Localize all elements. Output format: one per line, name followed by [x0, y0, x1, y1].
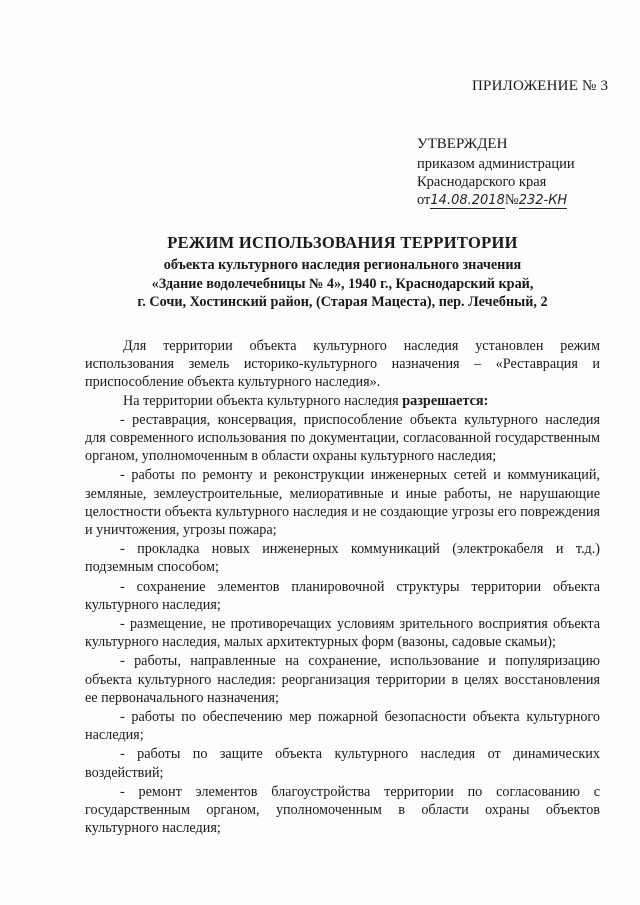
list-item: - размещение, не противоречащих условиям зрительного восприятия объекта культурного наследия, малых архитектурных форм (вазоны, садовые скамьи); — [85, 616, 600, 651]
title-line-3: «Здание водолечебницы № 4», 1940 г., Краснодарский край, — [151, 275, 534, 292]
list-item: - сохранение элементов планировочной структуры территории объекта культурного наследия; — [85, 578, 600, 613]
list-item: - работы, направленные на сохранение, использование и популяризацию объекта культурного наследия: реорганизация территории в целях восстановления ее первоначального назначения; — [85, 653, 600, 706]
permitted-bold: разрешается: — [402, 392, 489, 409]
permitted-lead-text: На территории объекта культурного наследия — [123, 392, 403, 409]
list-item: - работы по ремонту и реконструкции инженерных сетей и коммуникаций, земляные, землеустроительные, мелиоративные и иные работы, не нарушающие целостности объекта культурного наследия и не создающие угрозы его повреждения и уничтожения, угрозы пожара; — [85, 467, 600, 539]
intro-paragraph: Для территории объекта культурного наследия установлен режим использования земель историко-культурного назначения – «Реставрация и приспособление объекта культурного наследия». — [85, 338, 600, 391]
appendix-label: ПРИЛОЖЕНИЕ № 3 — [472, 78, 609, 94]
number-label: № — [504, 192, 519, 208]
from-label: от — [417, 192, 431, 208]
list-item: - работы по обеспечению мер пожарной безопасности объекта культурного наследия; — [85, 709, 600, 744]
document-title — [60, 233, 625, 312]
permitted-lead — [85, 392, 600, 410]
title-line-4: г. Сочи, Хостинский район, (Старая Мацеста), пер. Лечебный, 2 — [137, 294, 548, 310]
approval-stamp — [417, 135, 575, 209]
list-item: - реставрация, консервация, приспособление объекта культурного наследия для современного использования по документации, согласованной государственным органом, уполномоченным в области охраны культурного наследия; — [85, 411, 600, 465]
approval-line-1: приказом администрации — [417, 156, 575, 172]
approval-heading: УТВЕРЖДЕН — [417, 136, 508, 152]
list-item: - ремонт элементов благоустройства территории по согласованию с государственным органом, уполномоченным в области охраны объектов культурного наследия; — [85, 783, 600, 837]
title-main: РЕЖИМ ИСПОЛЬЗОВАНИЯ ТЕРРИТОРИИ — [167, 233, 518, 252]
title-line-2: объекта культурного наследия регионального значения — [163, 257, 522, 273]
handwritten-date: 14.08.2018 — [430, 193, 505, 208]
list-item: - работы по защите объекта культурного наследия от динамических воздействий; — [85, 746, 600, 781]
approval-date-line — [417, 191, 575, 209]
list-item: - прокладка новых инженерных коммуникаций (электрокабеля и т.д.) подземным способом; — [85, 541, 600, 576]
handwritten-number: 232-КН — [518, 193, 568, 208]
approval-line-2: Краснодарского края — [417, 174, 547, 190]
document-body — [85, 337, 600, 837]
